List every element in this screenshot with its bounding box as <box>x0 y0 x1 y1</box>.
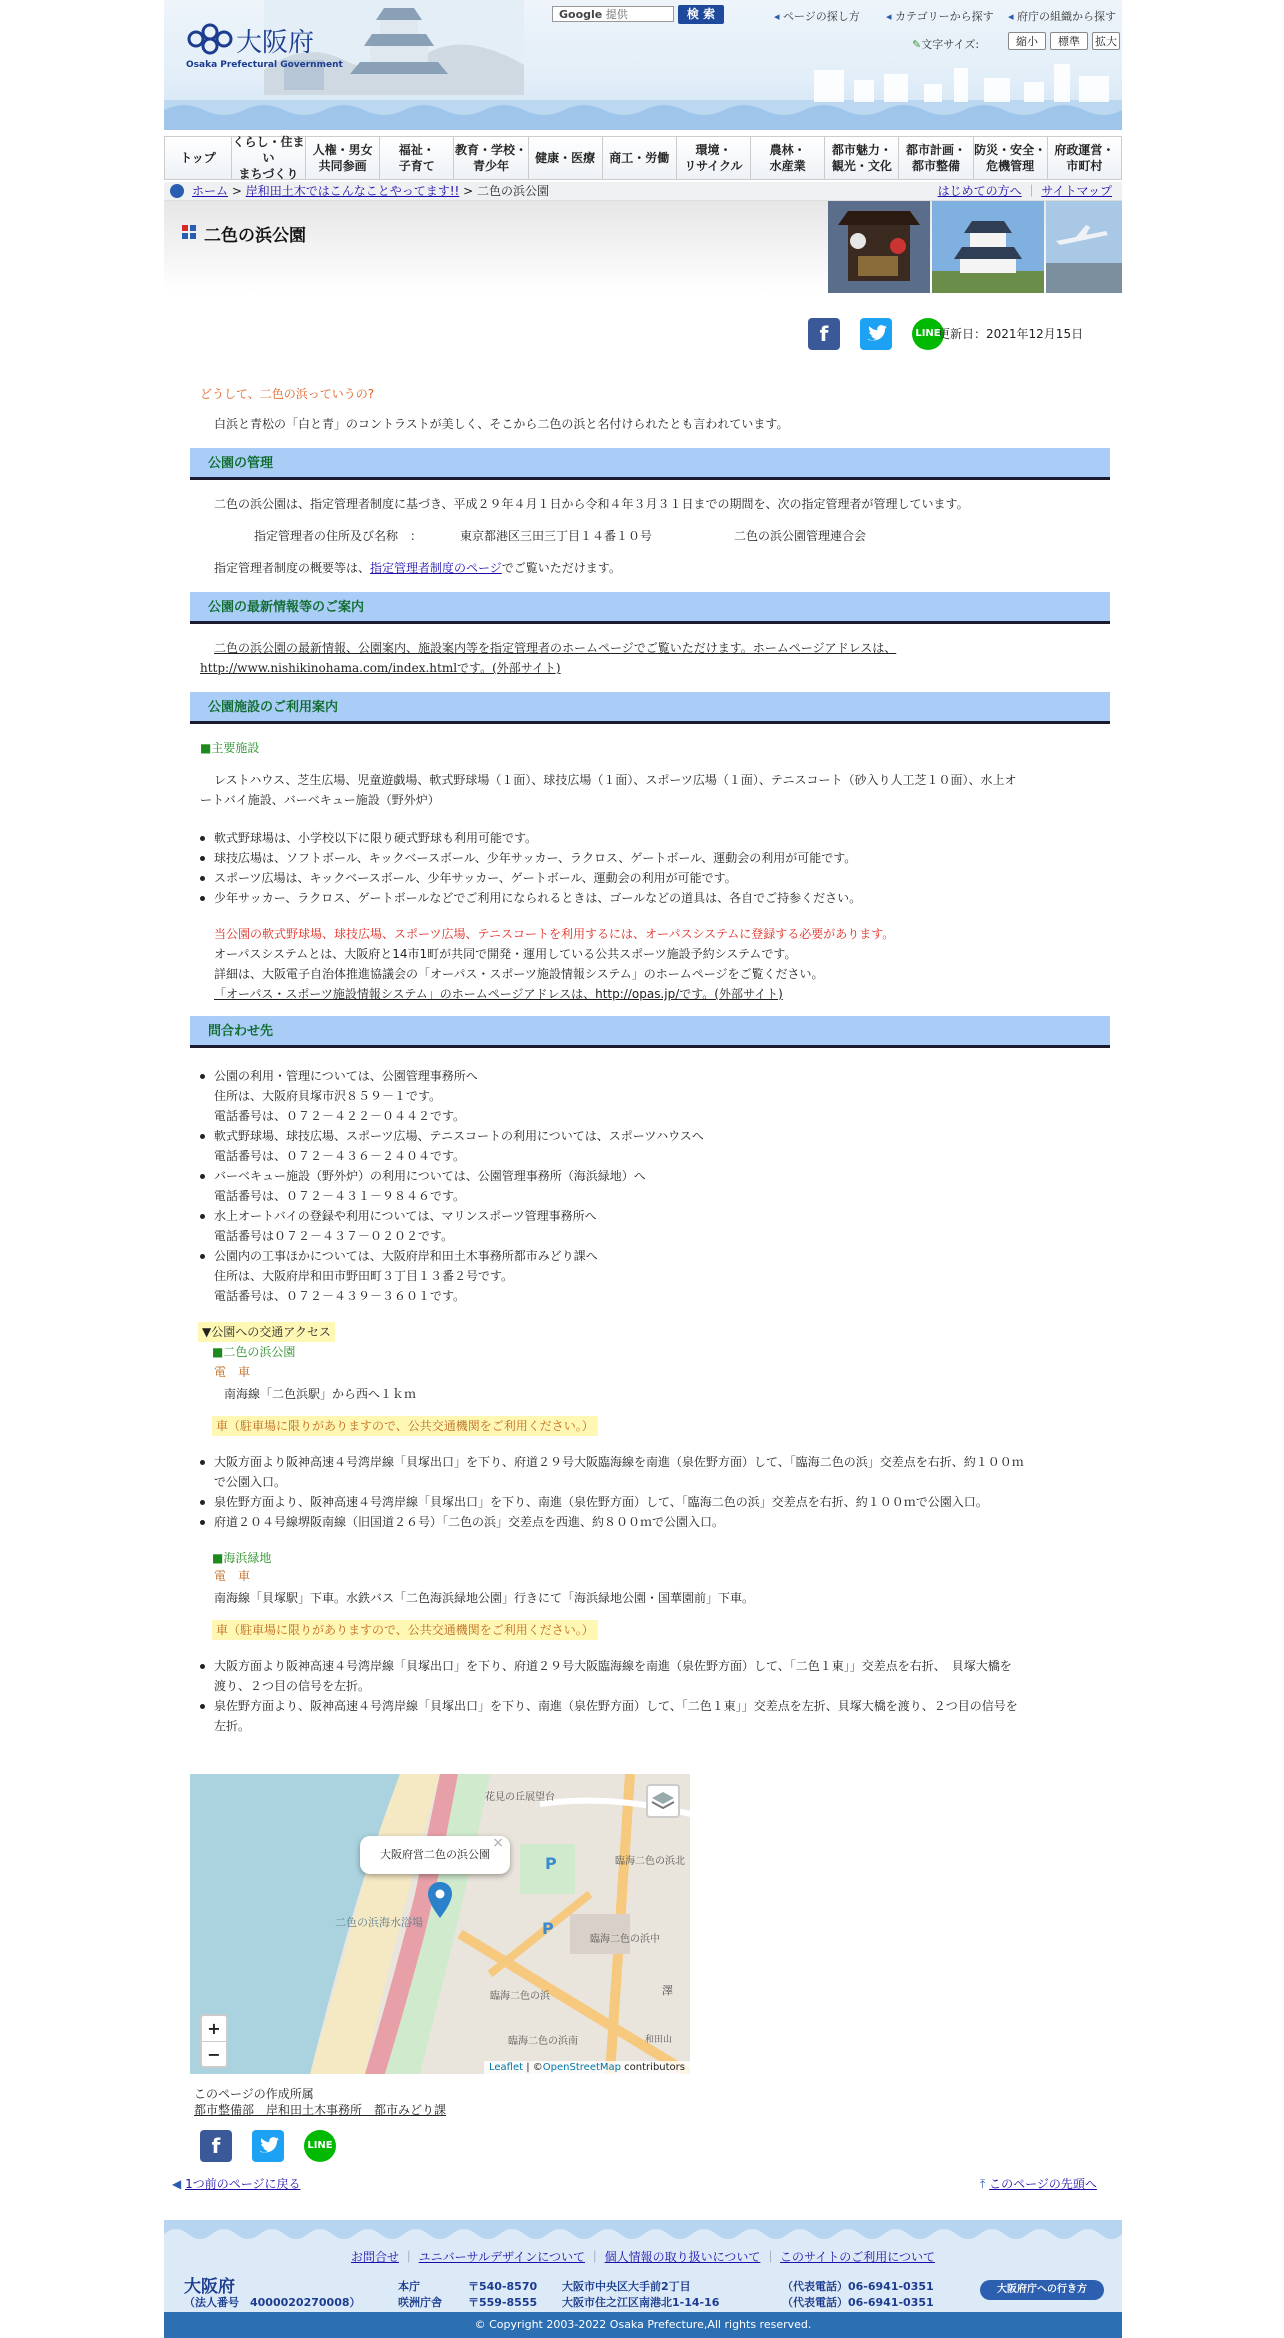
title-band <box>164 201 1122 293</box>
car-route-line: 泉佐野方面より、阪神高速４号湾岸線「貝塚出口」を下り、南進（泉佐野方面）して、「臨海二色の浜」交差点を右折、約１００ｍで公園入口。 <box>214 1495 988 1509</box>
footer-tel2: （代表電話）06-6941-0351 <box>782 2296 934 2309</box>
search-button[interactable]: 検 索 <box>678 5 724 24</box>
popup-close-icon[interactable]: × <box>492 1835 504 1851</box>
contact-line: 電話番号は、０７２－４２２－０４４２です。 <box>214 1109 466 1123</box>
map-label: 和田山 <box>645 2035 673 2045</box>
google-label: Google <box>559 8 603 21</box>
contact-item <box>200 1066 478 1126</box>
breadcrumb-current: 二色の浜公園 <box>477 184 550 198</box>
link-organization[interactable]: ◂ 府庁の組織から探す <box>1008 10 1117 23</box>
section-heading-contact: 問合わせ先 <box>190 1016 1110 1048</box>
font-standard-button[interactable]: 標準 <box>1050 32 1088 50</box>
link-category[interactable]: ◂ カテゴリーから探す <box>886 10 994 23</box>
contact-line: 公園内の工事ほかについては、大阪府岸和田土木事務所都市みどり課へ <box>214 1249 598 1263</box>
logo-text[interactable]: 大阪府 <box>236 28 315 58</box>
nav-welfare[interactable]: 福祉・ 子育て <box>380 137 454 179</box>
footer-office1: 本庁 <box>398 2280 420 2293</box>
facebook-share-icon[interactable]: f <box>808 318 840 350</box>
contact-line: 電話番号は、０７２－４３９－３６０１です。 <box>214 1289 466 1303</box>
page-top-label: このページの先頭へ <box>989 2177 1097 2191</box>
manager-name: 二色の浜公園管理連合会 <box>734 529 867 543</box>
footer-zip2: 〒559-8555 <box>468 2296 538 2309</box>
nav-human-rights[interactable]: 人権・男女 共同参画 <box>306 137 380 179</box>
updated-date: 更新日：2021年12月15日 <box>938 327 1084 341</box>
osaka-logo-icon <box>186 22 234 56</box>
map-label: 臨海二色の浜 <box>490 1991 550 2002</box>
nav-urban-planning[interactable]: 都市計画・ 都市整備 <box>899 137 973 179</box>
link-how-to-find-label: ページの探し方 <box>783 10 860 23</box>
breadcrumb-links: はじめての方へ ｜ サイトマップ <box>937 184 1112 198</box>
map-popup <box>360 1836 510 1874</box>
title-square-icon <box>182 225 196 239</box>
news-link-line2[interactable]: http://www.nishikinohama.com/index.htmlです。(外部サイト) <box>200 661 561 675</box>
system-pre: 指定管理者制度の概要等は、 <box>214 561 371 575</box>
car-route-item <box>200 1696 1018 1736</box>
contact-line: バーベキュー施設（野外炉）の利用については、公園管理事務所（海浜緑地）へ <box>214 1169 646 1183</box>
leaflet-link[interactable]: Leaflet <box>489 2062 524 2073</box>
svg-text:P: P <box>545 1854 557 1873</box>
nav-health[interactable]: 健康・医療 <box>529 137 603 179</box>
train-label-2: 電 車 <box>214 1569 251 1583</box>
system-post: でご覧いただけます。 <box>501 561 621 575</box>
footer-zip1: 〒540-8570 <box>468 2280 538 2293</box>
designated-manager-link[interactable]: 指定管理者制度のページ <box>370 561 502 575</box>
page-wrapper <box>164 0 1122 2338</box>
car-label-1: 車（駐車場に限りがありますので、公共交通機関をご利用ください。） <box>212 1416 598 1436</box>
map-popup-text: 大阪府営二色の浜公園 <box>380 1848 490 1861</box>
nishiki-heading: ■二色の浜公園 <box>212 1345 296 1359</box>
zoom-out-button[interactable]: − <box>207 2045 221 2064</box>
contact-item <box>200 1246 598 1306</box>
nav-environment[interactable]: 環境・ リサイクル <box>677 137 751 179</box>
logo-english: Osaka Prefectural Government <box>186 60 343 70</box>
car-route-line: で公園入口。 <box>214 1475 287 1489</box>
map-label: 二色の浜海水浴場 <box>335 1916 423 1929</box>
contact-line: 住所は、大阪府貝塚市沢８５９－１です。 <box>214 1089 442 1103</box>
twitter-share-icon-bottom[interactable] <box>252 2130 284 2162</box>
link-how-to-find[interactable]: ◂ ページの探し方 <box>774 10 860 23</box>
train-label-1: 電 車 <box>214 1365 251 1379</box>
breadcrumb-separator: > <box>228 184 246 198</box>
car-route-line: 渡り、２つ目の信号を左折。 <box>214 1679 371 1693</box>
footer-name: 大阪府 <box>184 2277 235 2297</box>
contact-line: 公園の利用・管理については、公園管理事務所へ <box>214 1069 478 1083</box>
back-link-label: 1つ前のページに戻る <box>185 2177 301 2191</box>
contact-item <box>200 1166 646 1206</box>
nav-top[interactable]: トップ <box>165 137 232 179</box>
twitter-share-icon[interactable] <box>860 318 892 350</box>
manage-text: 二色の浜公園は、指定管理者制度に基づき、平成２９年４月１日から令和４年３月３１日までの期間を、次の指定管理者が管理しています。 <box>214 497 969 511</box>
nav-education[interactable]: 教育・学校・ 青少年 <box>454 137 528 179</box>
map-label: 臨海二色の浜南 <box>508 2036 578 2047</box>
access-button[interactable]: 大阪府庁への行き方 <box>980 2280 1104 2300</box>
opas-text-2: 詳細は、大阪電子自治体推進協議会の「オーパス・スポーツ施設情報システム」のホームページをご覧ください。 <box>214 967 824 981</box>
car-route-item <box>200 1492 988 1512</box>
first-time-link[interactable]: はじめての方へ <box>937 184 1022 198</box>
car-route-item <box>200 1452 1024 1492</box>
facility-text-line1: レストハウス、芝生広場、児童遊戯場、軟式野球場（１面）、球技広場（１面）、スポーツ広場（１面）、テニスコート（砂入り人工芝１０面）、水上オ <box>214 773 1017 787</box>
car-route-line: 大阪方面より阪神高速４号湾岸線「貝塚出口」を下り、府道２９号大阪臨海線を南進（泉佐野方面）して、「臨海二色の浜」交差点を右折、約１００ｍ <box>214 1455 1024 1469</box>
opas-text-1: オーパスシステムとは、大阪府と14市1町が共同で開発・運用している公共スポーツ施設予約システムです。 <box>214 947 797 961</box>
osm-link[interactable]: OpenStreetMap <box>542 2062 621 2073</box>
car-route-line: 左折。 <box>214 1719 251 1733</box>
car-route-line: 泉佐野方面より、阪神高速４号湾岸線「貝塚出口」を下り、南進（泉佐野方面）して、「二色１東」」交差点を左折、貝塚大橋を渡り、２つ目の信号を <box>214 1699 1018 1713</box>
train-text-1: 南海線「二色浜駅」から西へ１ｋｍ <box>224 1387 417 1401</box>
facility-list-item: スポーツ広場は、キックベースボール、少年サッカー、ゲートボール、運動会の利用が可能です。 <box>200 868 737 888</box>
nav-tourism[interactable]: 都市魅力・ 観光・文化 <box>825 137 899 179</box>
link-organization-label: 府庁の組織から探す <box>1017 10 1117 23</box>
font-smaller-button[interactable]: 縮小 <box>1008 32 1046 50</box>
search-input[interactable] <box>552 6 674 22</box>
font-size-label: ✎文字サイズ: <box>912 38 980 51</box>
footer-tel1: （代表電話）06-6941-0351 <box>782 2280 934 2293</box>
author-label: このページの作成所属 <box>194 2087 314 2101</box>
section-heading-facility: 公園施設のご利用案内 <box>190 692 1110 724</box>
facility-list-item: 球技広場は、ソフトボール、キックベースボール、少年サッカー、ラクロス、ゲートボール、運動会の利用が可能です。 <box>200 848 856 868</box>
copyright: © Copyright 2003-2022 Osaka Prefecture,All rights reserved. <box>164 2312 1122 2338</box>
map-label: 花見の丘展望台 <box>485 1792 555 1803</box>
up-arrow-icon: ⤒ <box>980 2177 986 2191</box>
manager-label: 指定管理者の住所及び名称 ： <box>254 529 423 543</box>
car-route-line: 府道２０４号線堺阪南線（旧国道２６号）「二色の浜」交差点を西進、約８００ｍで公園入口。 <box>214 1515 725 1529</box>
map-label: 臨海二色の浜中 <box>590 1934 660 1945</box>
page-title: 二色の浜公園 <box>204 226 306 246</box>
nav-agriculture[interactable]: 農林・ 水産業 <box>751 137 825 179</box>
footer-office2: 咲洲庁舎 <box>398 2296 442 2309</box>
contact-item <box>200 1206 597 1246</box>
back-arrow-icon: ◀ <box>172 2177 182 2191</box>
breadcrumb-trail <box>192 182 549 200</box>
font-larger-button[interactable]: 拡大 <box>1092 32 1120 50</box>
line-share-icon-bottom[interactable]: LINE <box>304 2130 336 2162</box>
system-text <box>214 558 621 578</box>
breadcrumb-home[interactable]: ホーム <box>192 184 229 198</box>
footer-links: お問合せ ｜ ユニバーサルデザインについて ｜ 個人情報の取り扱いについて ｜ このサイトのご利用について <box>351 2250 935 2264</box>
breadcrumb-separator: > <box>459 184 478 198</box>
banner-danjiri-image <box>828 201 930 293</box>
map-label: 澤 <box>662 1984 673 1997</box>
banner-castle-image <box>932 201 1044 293</box>
access-heading: ▼公園への交通アクセス <box>198 1322 335 1342</box>
map-marker-icon[interactable] <box>428 1882 452 1918</box>
contact-line: 電話番号は、０７２－４３６－２４０４です。 <box>214 1149 466 1163</box>
nav-disaster[interactable]: 防災・安全・ 危機管理 <box>974 137 1048 179</box>
nav-administration[interactable]: 府政運営・ 市町村 <box>1054 143 1115 173</box>
breadcrumb-parent[interactable]: 岸和田土木ではこんなことやってます!! <box>245 184 460 198</box>
nav-living[interactable]: くらし・住まい まちづくり <box>232 135 305 181</box>
facility-list-item: 軟式野球場は、小学校以下に限り硬式野球も利用可能です。 <box>200 828 537 848</box>
zoom-control <box>200 2014 228 2068</box>
search-placeholder: 提供 <box>605 8 628 21</box>
map-attribution: Leaflet | ©OpenStreetMap contributors <box>484 2061 690 2074</box>
global-nav <box>164 136 1122 180</box>
pen-icon: ✎ <box>912 38 922 51</box>
footer-wave-decoration <box>164 2220 1122 2240</box>
footer-link-ud[interactable]: ユニバーサルデザインについて <box>418 2250 585 2264</box>
banner-airport-image <box>1046 201 1122 293</box>
zoom-in-button[interactable]: + <box>202 2016 226 2042</box>
train-text-2: 南海線「貝塚駅」下車。水鉄バス「二色海浜緑地公園」行きにて「海浜緑地公園・国華園前」下車。 <box>214 1591 755 1605</box>
breadcrumb <box>164 182 1122 201</box>
author-dept-link[interactable]: 都市整備部 岸和田土木事務所 都市みどり課 <box>194 2103 447 2117</box>
opas-link[interactable]: 「オーパス・スポーツ施設情報システム」のホームページアドレスは、http://opas.jp/です。(外部サイト) <box>214 987 783 1001</box>
page-top-link[interactable] <box>980 2174 1097 2194</box>
main-facility-heading: ■主要施設 <box>200 741 260 755</box>
map-tiles <box>190 1774 690 2074</box>
section-heading-news: 公園の最新情報等のご案内 <box>190 592 1110 624</box>
facility-text-line2: ートバイ施設、バーベキュー施設（野外炉） <box>200 793 440 807</box>
contact-line: 水上オートバイの登録や利用については、マリンスポーツ管理事務所へ <box>214 1209 597 1223</box>
why-heading: どうして、二色の浜っていうの? <box>200 387 375 401</box>
manager-address: 東京都港区三田三丁目１４番１０号 <box>460 529 653 543</box>
facility-list-item: 少年サッカー、ラクロス、ゲートボールなどでご利用になられるときは、ゴールなどの道具は、各自でご持参ください。 <box>200 888 861 908</box>
nav-commerce[interactable]: 商工・労働 <box>603 137 677 179</box>
breadcrumb-arrow-icon <box>170 184 184 198</box>
kaihin-heading: ■海浜緑地 <box>212 1551 272 1565</box>
car-route-item <box>200 1512 724 1532</box>
footer-corp-no: （法人番号 4000020270008） <box>184 2296 361 2309</box>
car-label-2: 車（駐車場に限りがありますので、公共交通機関をご利用ください。） <box>212 1620 598 1640</box>
contact-line: 軟式野球場、球技広場、スポーツ広場、テニスコートの利用については、スポーツハウスへ <box>214 1129 704 1143</box>
link-category-label: カテゴリーから探す <box>895 10 994 23</box>
svg-text:P: P <box>542 1919 554 1938</box>
line-share-icon[interactable]: LINE <box>912 318 944 350</box>
layers-icon[interactable] <box>646 1784 680 1818</box>
map-label: 臨海二色の浜北 <box>615 1856 685 1867</box>
footer-link-contact[interactable]: お問合せ <box>351 2250 400 2264</box>
footer-addr1: 大阪市中央区大手前2丁目 <box>562 2280 691 2293</box>
back-link[interactable] <box>172 2174 300 2194</box>
contact-line: 電話番号は、０７２－４３１－９８４６です。 <box>214 1189 466 1203</box>
park-map[interactable] <box>190 1774 690 2074</box>
contact-item <box>200 1126 704 1166</box>
car-route-item <box>200 1656 1012 1696</box>
why-text: 白浜と青松の「白と青」のコントラストが美しく、そこから二色の浜と名付けられたとも言われています。 <box>214 417 789 431</box>
facebook-share-icon-bottom[interactable]: f <box>200 2130 232 2162</box>
opas-notice: 当公園の軟式野球場、球技広場、スポーツ広場、テニスコートを利用するには、オーパスシステムに登録する必要があります。 <box>214 927 895 941</box>
site-header <box>164 0 1122 130</box>
contact-line: 電話番号は０７２－４３７－０２０２です。 <box>214 1229 454 1243</box>
section-heading-manage: 公園の管理 <box>190 448 1110 480</box>
news-link-line1[interactable]: 二色の浜公園の最新情報、公園案内、施設案内等を指定管理者のホームページでご覧いただけます。ホームページアドレスは、 <box>214 641 897 655</box>
footer-link-privacy[interactable]: 個人情報の取り扱いについて <box>604 2250 761 2264</box>
footer-link-terms[interactable]: このサイトのご利用について <box>780 2250 935 2264</box>
car-route-line: 大阪方面より阪神高速４号湾岸線「貝塚出口」を下り、府道２９号大阪臨海線を南進（泉佐野方面）して、「二色１東」」交差点を右折、 貝塚大橋を <box>214 1659 1012 1673</box>
contact-line: 住所は、大阪府岸和田市野田町３丁目１３番２号です。 <box>214 1269 514 1283</box>
sitemap-link[interactable]: サイトマップ <box>1041 184 1112 198</box>
footer-addr2: 大阪市住之江区南港北1-14-16 <box>562 2296 720 2309</box>
